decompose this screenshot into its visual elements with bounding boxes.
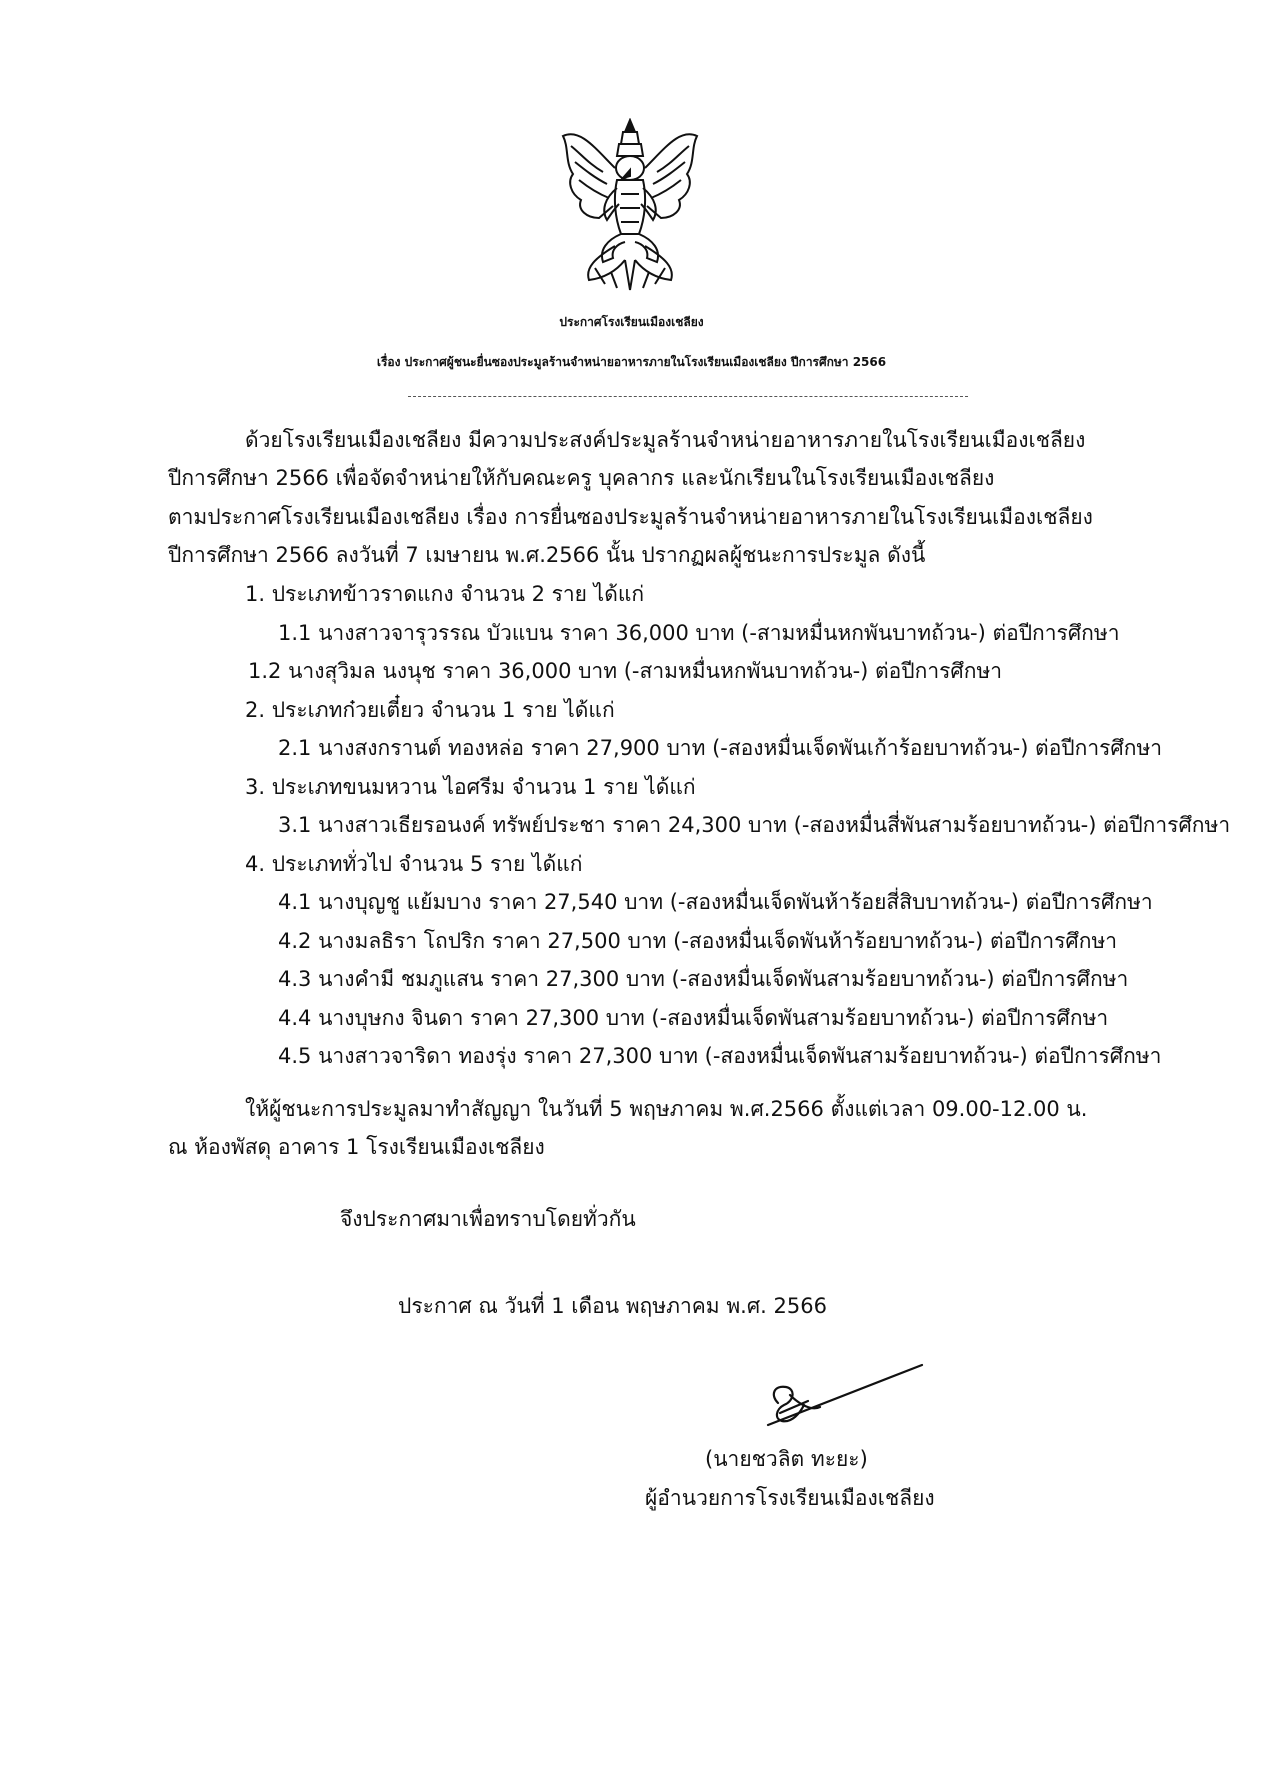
signature-image: [760, 1355, 930, 1435]
intro-line: ปีการศึกษา 2566 ลงวันที่ 7 เมษายน พ.ศ.2566 นั้น ปรากฏผลผู้ชนะการประมูล ดังนี้: [168, 543, 926, 567]
garuda-emblem-icon: [555, 118, 705, 293]
category-heading: 2. ประเภทก๋วยเตี๋ยว จำนวน 1 ราย ได้แก่: [245, 698, 615, 722]
winner-entry: 3.1 นางสาวเธียรอนงค์ ทรัพย์ประชา ราคา 24,300 บาท (-สองหมื่นสี่พันสามร้อยบาทถ้วน-) ต่อปีการศึกษา: [278, 813, 1231, 837]
signer-position: ผู้อำนวยการโรงเรียนเมืองเชลียง: [645, 1486, 935, 1510]
announcement-title: ประกาศโรงเรียนเมืองเชลียง: [559, 315, 704, 329]
contract-line: ให้ผู้ชนะการประมูลมาทำสัญญา ในวันที่ 5 พฤษภาคม พ.ศ.2566 ตั้งแต่เวลา 09.00-12.00 น.: [245, 1097, 1088, 1121]
contract-line: ณ ห้องพัสดุ อาคาร 1 โรงเรียนเมืองเชลียง: [168, 1135, 545, 1159]
separator-line: [408, 396, 968, 397]
category-heading: 1. ประเภทข้าวราดแกง จำนวน 2 ราย ได้แก่: [245, 582, 645, 606]
signer-name: (นายชวลิต ทะยะ): [705, 1447, 868, 1471]
winner-entry: 4.1 นางบุญชู แย้มบาง ราคา 27,540 บาท (-สองหมื่นเจ็ดพันห้าร้อยสี่สิบบาทถ้วน-) ต่อปีการศึกษา: [278, 890, 1153, 914]
category-heading: 3. ประเภทขนมหวาน ไอศรีม จำนวน 1 ราย ได้แก่: [245, 775, 696, 799]
winner-entry: 2.1 นางสงกรานต์ ทองหล่อ ราคา 27,900 บาท (-สองหมื่นเจ็ดพันเก้าร้อยบาทถ้วน-) ต่อปีการศึกษา: [278, 736, 1163, 760]
category-heading: 4. ประเภททั่วไป จำนวน 5 ราย ได้แก่: [245, 852, 583, 876]
winner-entry: 4.4 นางบุษกง จินดา ราคา 27,300 บาท (-สองหมื่นเจ็ดพันสามร้อยบาทถ้วน-) ต่อปีการศึกษา: [278, 1006, 1109, 1030]
closing-statement: จึงประกาศมาเพื่อทราบโดยทั่วกัน: [340, 1207, 636, 1231]
announcement-subject: เรื่อง ประกาศผู้ชนะยื่นซองประมูลร้านจำหน่ายอาหารภายในโรงเรียนเมืองเชลียง ปีการศึกษา 2566: [376, 355, 887, 369]
winner-entry: 4.5 นางสาวจาริดา ทองรุ่ง ราคา 27,300 บาท (-สองหมื่นเจ็ดพันสามร้อยบาทถ้วน-) ต่อปีการศึกษา: [278, 1044, 1162, 1068]
winner-entry: 4.3 นางคำมี ชมภูแสน ราคา 27,300 บาท (-สองหมื่นเจ็ดพันสามร้อยบาทถ้วน-) ต่อปีการศึกษา: [278, 967, 1129, 991]
intro-line: ด้วยโรงเรียนเมืองเชลียง มีความประสงค์ประมูลร้านจำหน่ายอาหารภายในโรงเรียนเมืองเชลียง: [245, 428, 1086, 452]
winner-entry: 1.1 นางสาวจารุวรรณ บัวแบน ราคา 36,000 บาท (-สามหมื่นหกพันบาทถ้วน-) ต่อปีการศึกษา: [278, 621, 1120, 645]
intro-line: ตามประกาศโรงเรียนเมืองเชลียง เรื่อง การยื่นซองประมูลร้านจำหน่ายอาหารภายในโรงเรียนเมืองเชลียง: [168, 505, 1093, 529]
winner-entry: 4.2 นางมลธิรา โถปริก ราคา 27,500 บาท (-สองหมื่นเจ็ดพันห้าร้อยบาทถ้วน-) ต่อปีการศึกษา: [278, 929, 1118, 953]
winner-entry: 1.2 นางสุวิมล นงนุช ราคา 36,000 บาท (-สามหมื่นหกพันบาทถ้วน-) ต่อปีการศึกษา: [248, 659, 1003, 683]
intro-line: ปีการศึกษา 2566 เพื่อจัดจำหน่ายให้กับคณะครู บุคลากร และนักเรียนในโรงเรียนเมืองเชลียง: [168, 466, 995, 490]
announcement-date: ประกาศ ณ วันที่ 1 เดือน พฤษภาคม พ.ศ. 2566: [398, 1294, 827, 1318]
